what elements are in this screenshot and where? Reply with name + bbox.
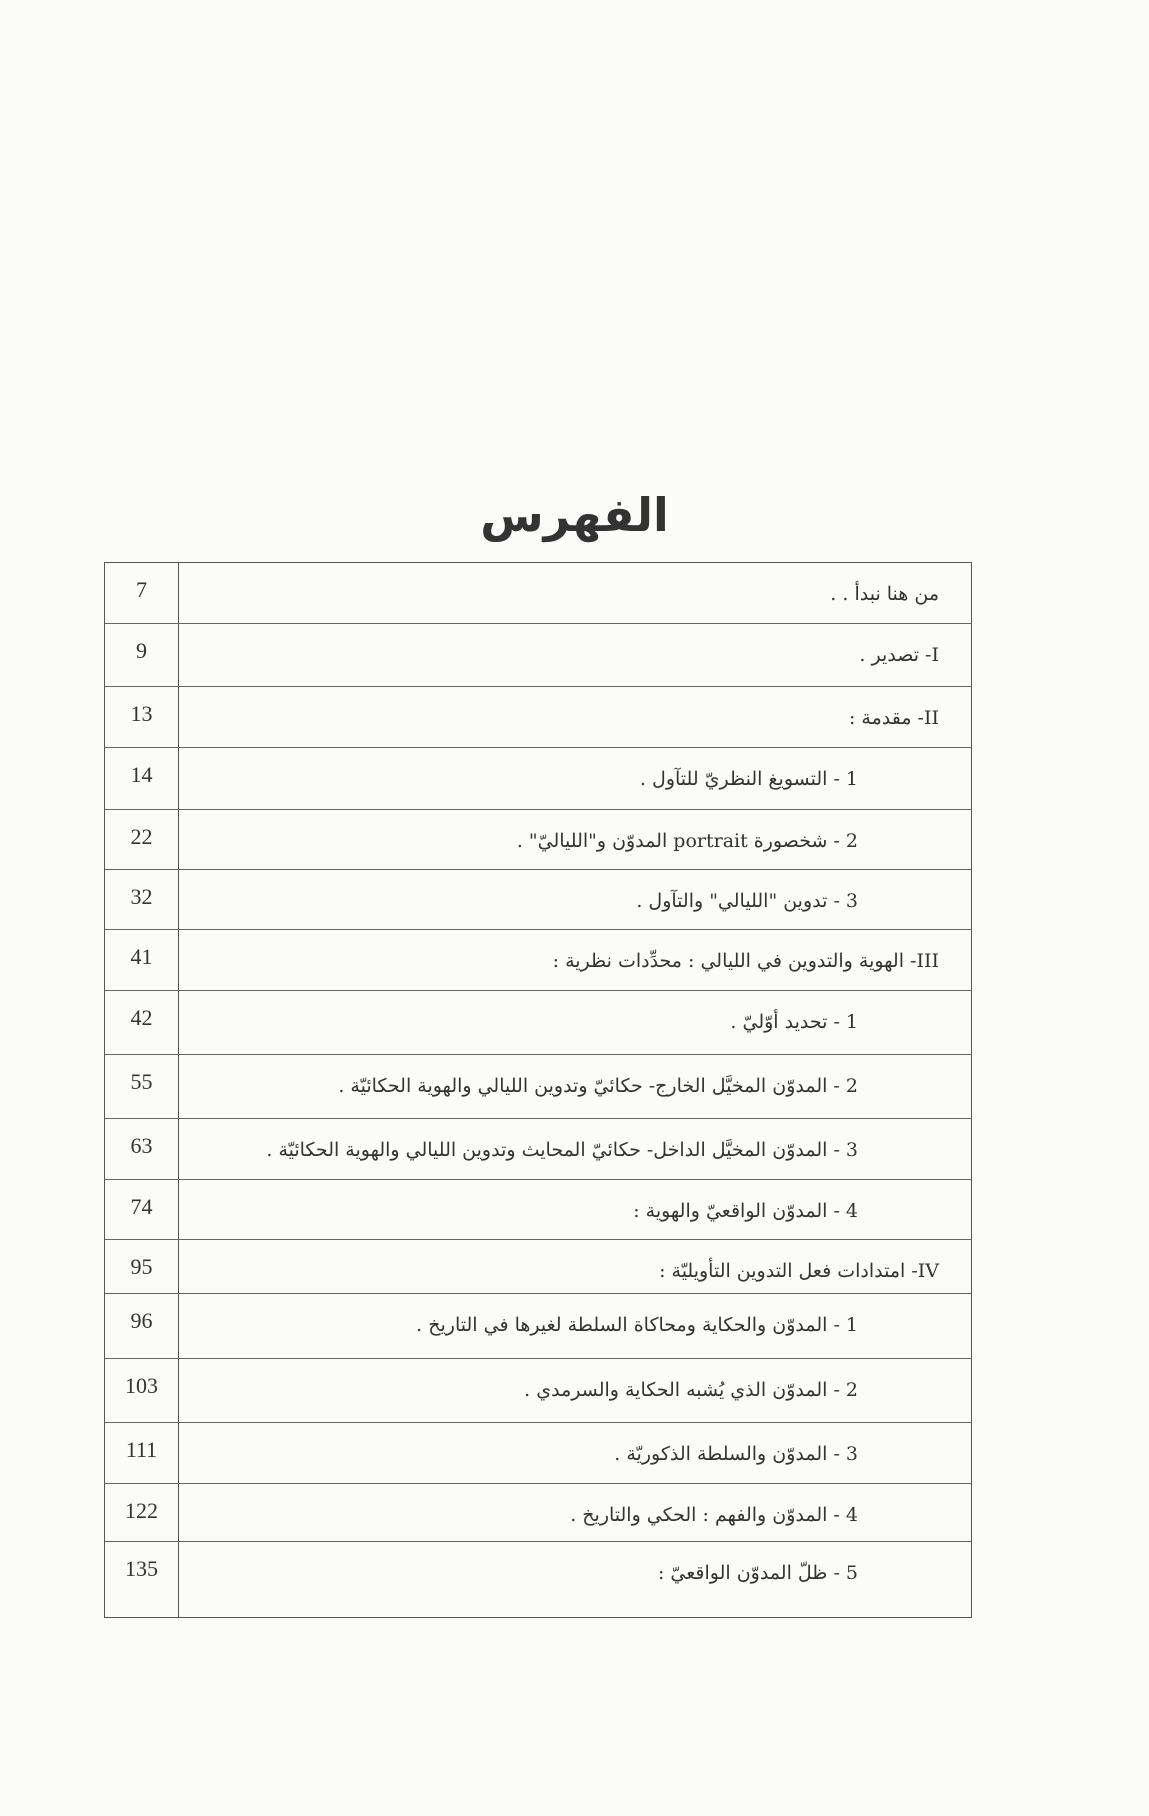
toc-row <box>105 1541 971 1617</box>
page-number: 74 <box>105 1180 179 1239</box>
toc-entry-title: 3 - المدوّن المخيَّل الداخل- حكائيّ المحايث وتدوين الليالي والهوية الحكائيّة . <box>266 1139 858 1161</box>
page-number: 14 <box>105 748 179 809</box>
page-number: 41 <box>105 930 179 990</box>
toc-entry-title: I- تصدير . <box>859 644 939 666</box>
toc-row <box>105 686 971 747</box>
toc-entry-title: 3 - تدوين "الليالي" والتآول . <box>636 890 858 912</box>
page-number: 22 <box>105 810 179 869</box>
toc-row <box>105 1422 971 1483</box>
toc-row <box>105 929 971 990</box>
page-number: 111 <box>105 1423 179 1483</box>
toc-row <box>105 1118 971 1179</box>
toc-entry-title: 4 - المدوّن والفهم : الحكي والتاريخ . <box>570 1504 858 1526</box>
toc-entry-title: 3 - المدوّن والسلطة الذكوريّة . <box>614 1443 858 1465</box>
toc-entry-title: 4 - المدوّن الواقعيّ والهوية : <box>633 1200 858 1222</box>
toc-row <box>105 1358 971 1422</box>
toc-row <box>105 809 971 869</box>
toc-entry-title: 2 - شخصورة portrait المدوّن و"اللياليّ" . <box>516 830 858 852</box>
toc-entry-title: 5 - ظلّ المدوّن الواقعيّ : <box>657 1562 858 1584</box>
page-number: 103 <box>105 1359 179 1422</box>
toc-entry-title: II- مقدمة : <box>848 707 939 729</box>
toc-entry-title: 1 - المدوّن والحكاية ومحاكاة السلطة لغيرها في التاريخ . <box>416 1314 858 1336</box>
toc-row <box>105 990 971 1054</box>
toc-entry-title: من هنا نبدأ . . <box>830 583 939 605</box>
page-title: الفهرس <box>480 488 669 542</box>
toc-row <box>105 623 971 686</box>
page-number: 96 <box>105 1294 179 1358</box>
page-number: 32 <box>105 870 179 929</box>
page-number: 9 <box>105 624 179 686</box>
toc-row <box>105 869 971 929</box>
toc-row <box>105 1054 971 1118</box>
toc-entry-title: 1 - تحديد أوّليّ . <box>730 1011 858 1033</box>
table-of-contents <box>104 562 972 1618</box>
toc-entry-title: III- الهوية والتدوين في الليالي : محدِّدات نظرية : <box>552 950 939 972</box>
toc-entry-title: 2 - المدوّن الذي يُشبه الحكاية والسرمدي . <box>524 1379 858 1401</box>
toc-entry-title: 2 - المدوّن المخيَّل الخارج- حكائيّ وتدوين الليالي والهوية الحكائيّة . <box>338 1075 858 1097</box>
page-number: 13 <box>105 687 179 747</box>
page-number: 122 <box>105 1484 179 1541</box>
toc-entry-title: IV- امتدادات فعل التدوين التأويليّة : <box>659 1260 939 1282</box>
page-number: 95 <box>105 1240 179 1293</box>
page-number: 135 <box>105 1542 179 1617</box>
page-number: 7 <box>105 563 179 623</box>
page-number: 55 <box>105 1055 179 1118</box>
toc-row <box>105 1293 971 1358</box>
toc-row <box>105 1179 971 1239</box>
toc-row <box>105 747 971 809</box>
toc-row <box>105 1483 971 1541</box>
toc-entry-title: 1 - التسويغ النظريّ للتآول . <box>639 768 858 790</box>
page-number: 42 <box>105 991 179 1054</box>
page-number: 63 <box>105 1119 179 1179</box>
toc-row <box>105 1239 971 1293</box>
toc-row <box>105 563 971 623</box>
